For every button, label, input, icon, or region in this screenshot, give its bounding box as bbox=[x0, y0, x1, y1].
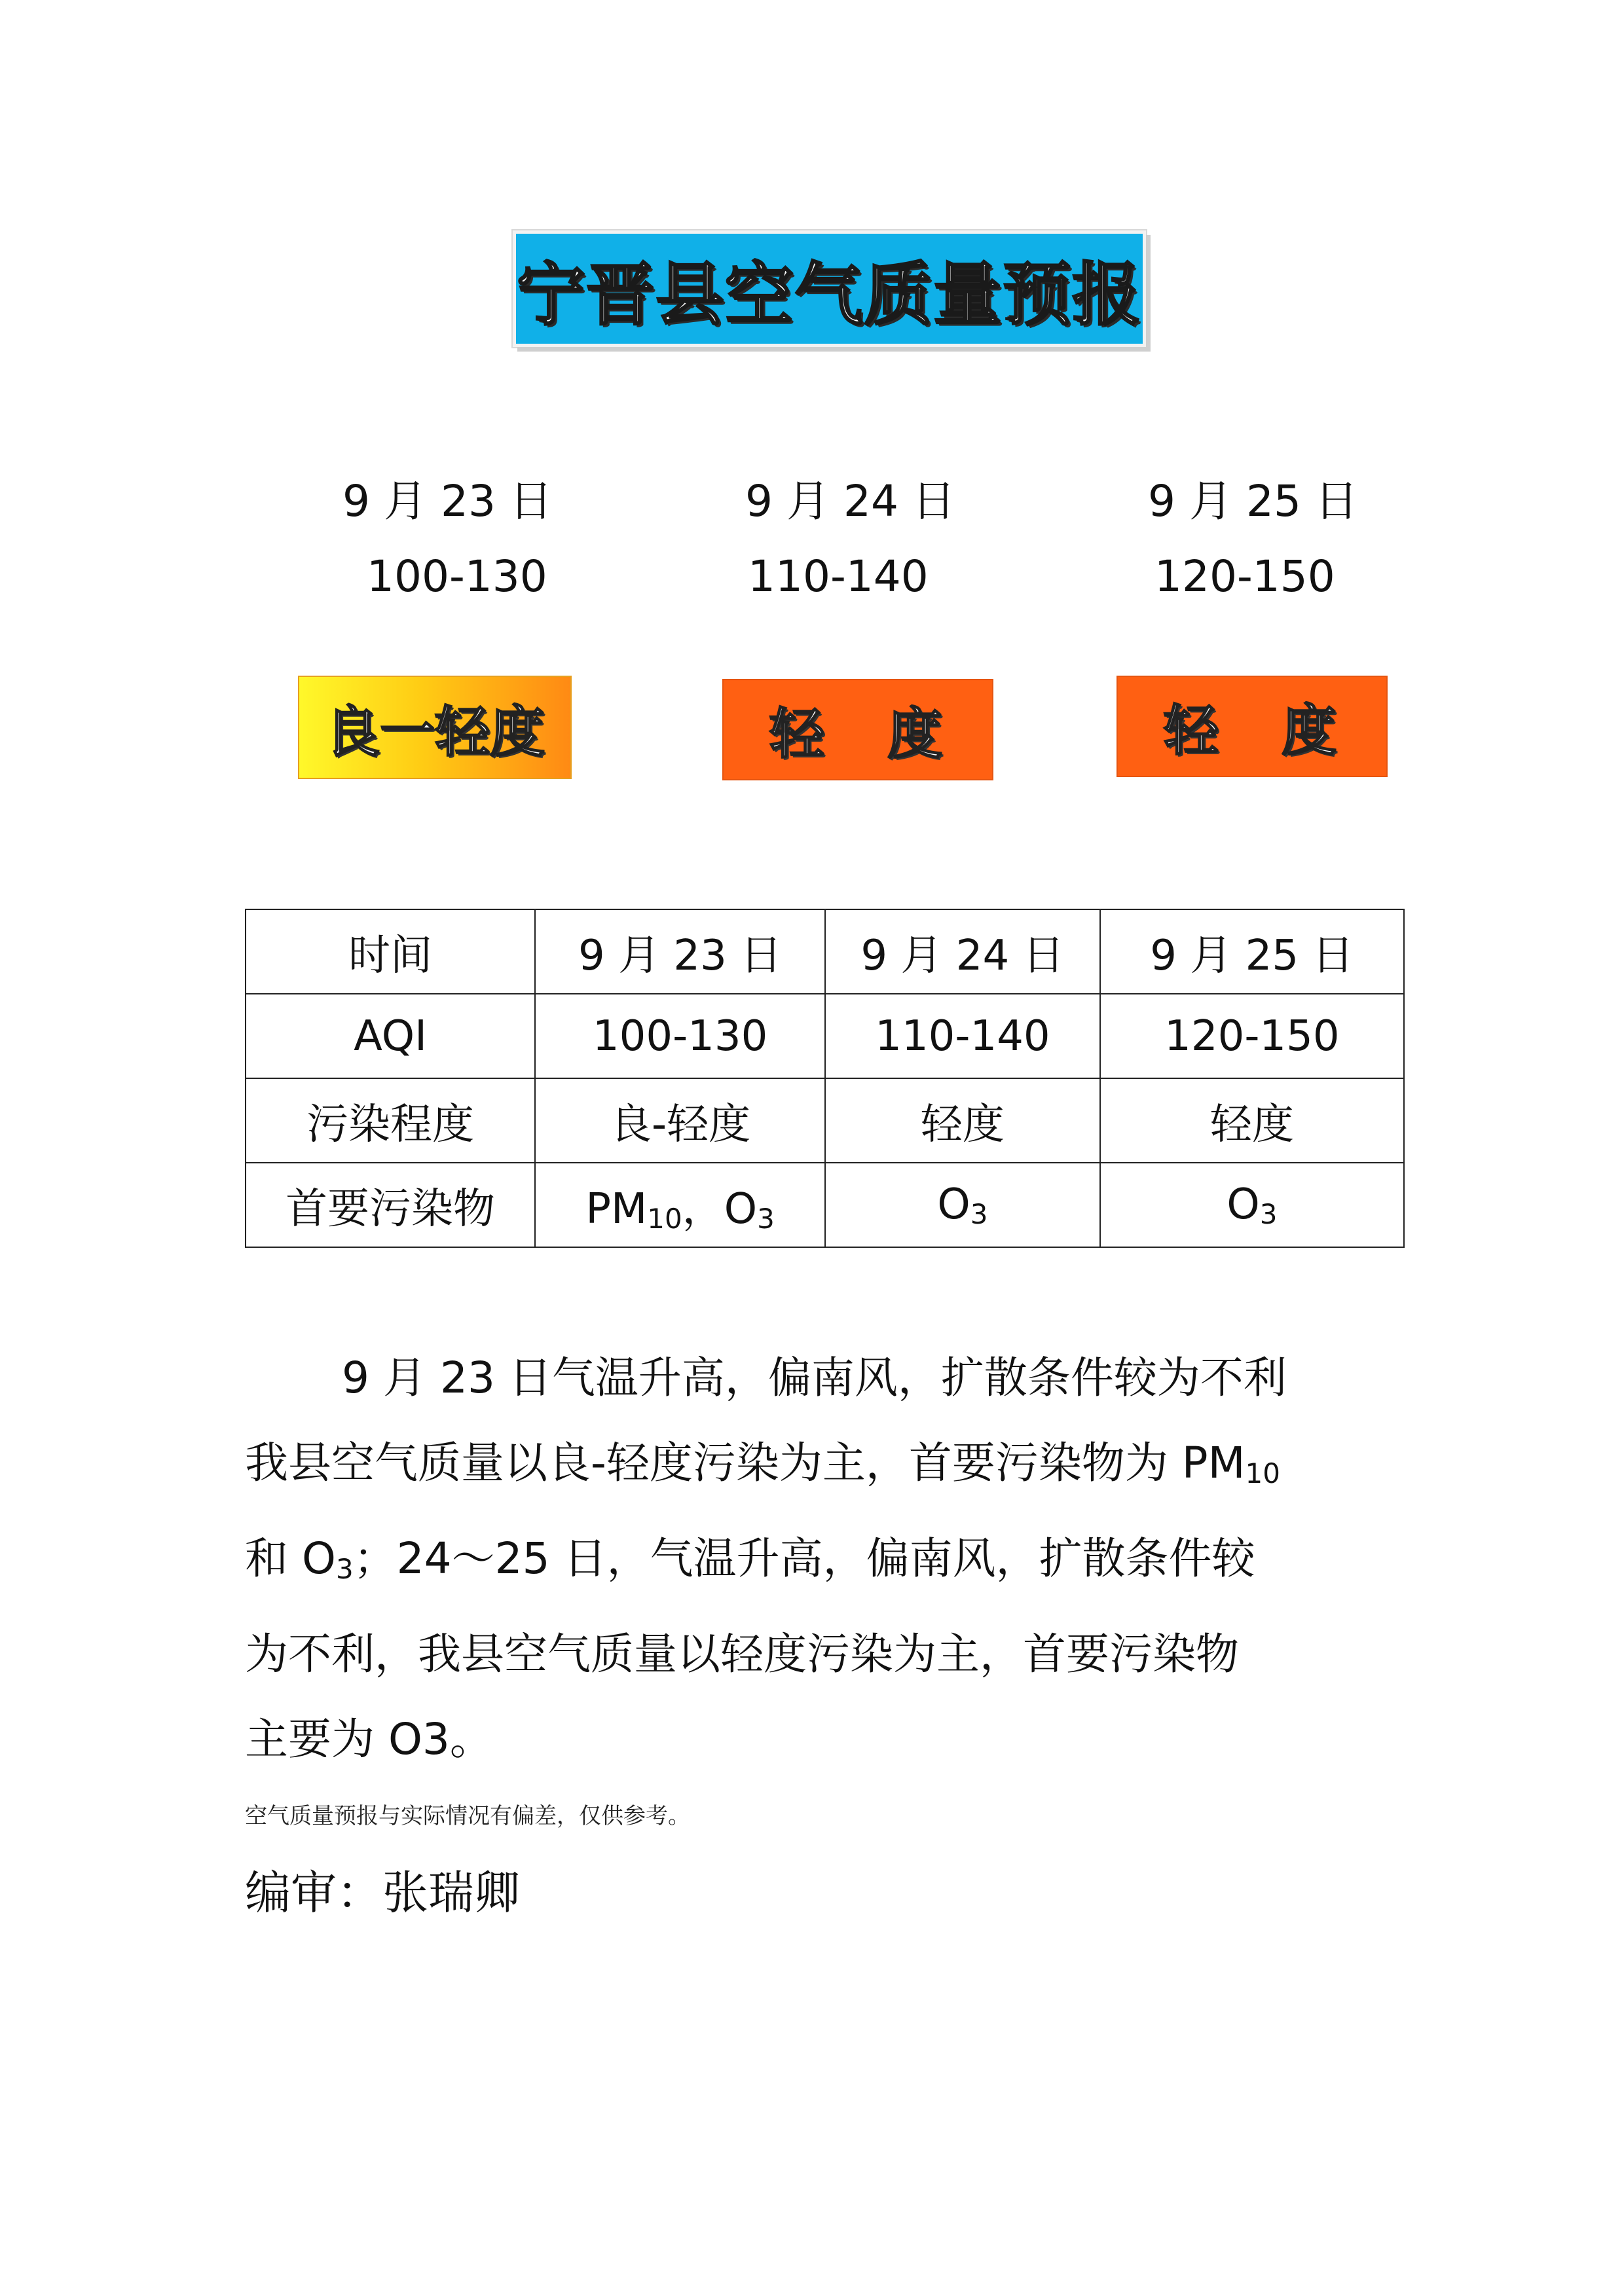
paragraph-line: 为不利，我县空气质量以轻度污染为主，首要污染物 bbox=[245, 1629, 1239, 1679]
table-cell: 污染程度 bbox=[246, 1078, 535, 1163]
table-cell: 110-140 bbox=[825, 994, 1100, 1078]
forecast-aqi-2: 110-140 bbox=[748, 551, 929, 602]
level-badge-2: 轻 度 bbox=[722, 679, 993, 780]
level-badge-1: 良一轻度 bbox=[298, 676, 572, 779]
forecast-description bbox=[245, 1336, 1371, 1782]
forecast-date-1: 9 月 23 日 bbox=[342, 476, 553, 526]
table-cell: 首要污染物 bbox=[246, 1163, 535, 1247]
table-row bbox=[246, 994, 1404, 1078]
pollutant-o: O bbox=[1227, 1180, 1260, 1229]
table-cell: 轻度 bbox=[1100, 1078, 1404, 1163]
paragraph-text: ；24～25 日，气温升高，偏南风，扩散条件较 bbox=[353, 1533, 1255, 1584]
paragraph-sub: 10 bbox=[1245, 1457, 1280, 1489]
pollutant-o-sub: 3 bbox=[1259, 1197, 1278, 1230]
table-cell: 轻度 bbox=[825, 1078, 1100, 1163]
pollutant-sep: ， bbox=[682, 1184, 724, 1233]
table-cell: 120-150 bbox=[1100, 994, 1404, 1078]
forecast-aqi-3: 120-150 bbox=[1154, 551, 1335, 602]
table-cell: 9 月 23 日 bbox=[535, 909, 825, 994]
paragraph-line bbox=[245, 1516, 1371, 1612]
paragraph-line: 主要为 O3。 bbox=[245, 1714, 493, 1764]
title-banner bbox=[513, 230, 1146, 347]
page-title: 宁晋县空气质量预报 bbox=[517, 255, 1142, 335]
forecast-date-3: 9 月 25 日 bbox=[1148, 476, 1358, 526]
pollutant-o-sub: 3 bbox=[757, 1202, 775, 1235]
pollutant-pm-sub: 10 bbox=[647, 1202, 682, 1235]
table-cell: AQI bbox=[246, 994, 535, 1078]
forecast-aqi-1: 100-130 bbox=[367, 551, 547, 602]
pollutant-o: O bbox=[724, 1184, 758, 1233]
pollutant-o-sub: 3 bbox=[970, 1197, 988, 1230]
table-cell bbox=[825, 1163, 1100, 1247]
table-row bbox=[246, 1163, 1404, 1247]
disclaimer-note: 空气质量预报与实际情况有偏差，仅供参考。 bbox=[245, 1803, 690, 1829]
pollutant-pm: PM bbox=[585, 1184, 648, 1233]
paragraph-text: 和 O bbox=[245, 1533, 336, 1584]
table-cell: 时间 bbox=[246, 909, 535, 994]
table-cell bbox=[535, 1163, 825, 1247]
table-cell: 100-130 bbox=[535, 994, 825, 1078]
forecast-date-2: 9 月 24 日 bbox=[745, 476, 955, 526]
table-cell: 9 月 25 日 bbox=[1100, 909, 1404, 994]
table-cell: 9 月 24 日 bbox=[825, 909, 1100, 994]
paragraph-text: 我县空气质量以良-轻度污染为主，首要污染物为 PM bbox=[245, 1438, 1246, 1488]
pollutant-o: O bbox=[937, 1180, 970, 1229]
table-cell bbox=[1100, 1163, 1404, 1247]
aqi-table bbox=[245, 909, 1405, 1248]
paragraph-line: 9 月 23 日气温升高，偏南风，扩散条件较为不利 bbox=[342, 1353, 1287, 1403]
table-row bbox=[246, 909, 1404, 994]
editor-credit: 编审：张瑞卿 bbox=[245, 1866, 520, 1920]
paragraph-sub: 3 bbox=[335, 1553, 354, 1585]
level-badge-3: 轻 度 bbox=[1116, 676, 1388, 777]
table-cell: 良-轻度 bbox=[535, 1078, 825, 1163]
paragraph-line bbox=[245, 1421, 1371, 1516]
table-row bbox=[246, 1078, 1404, 1163]
